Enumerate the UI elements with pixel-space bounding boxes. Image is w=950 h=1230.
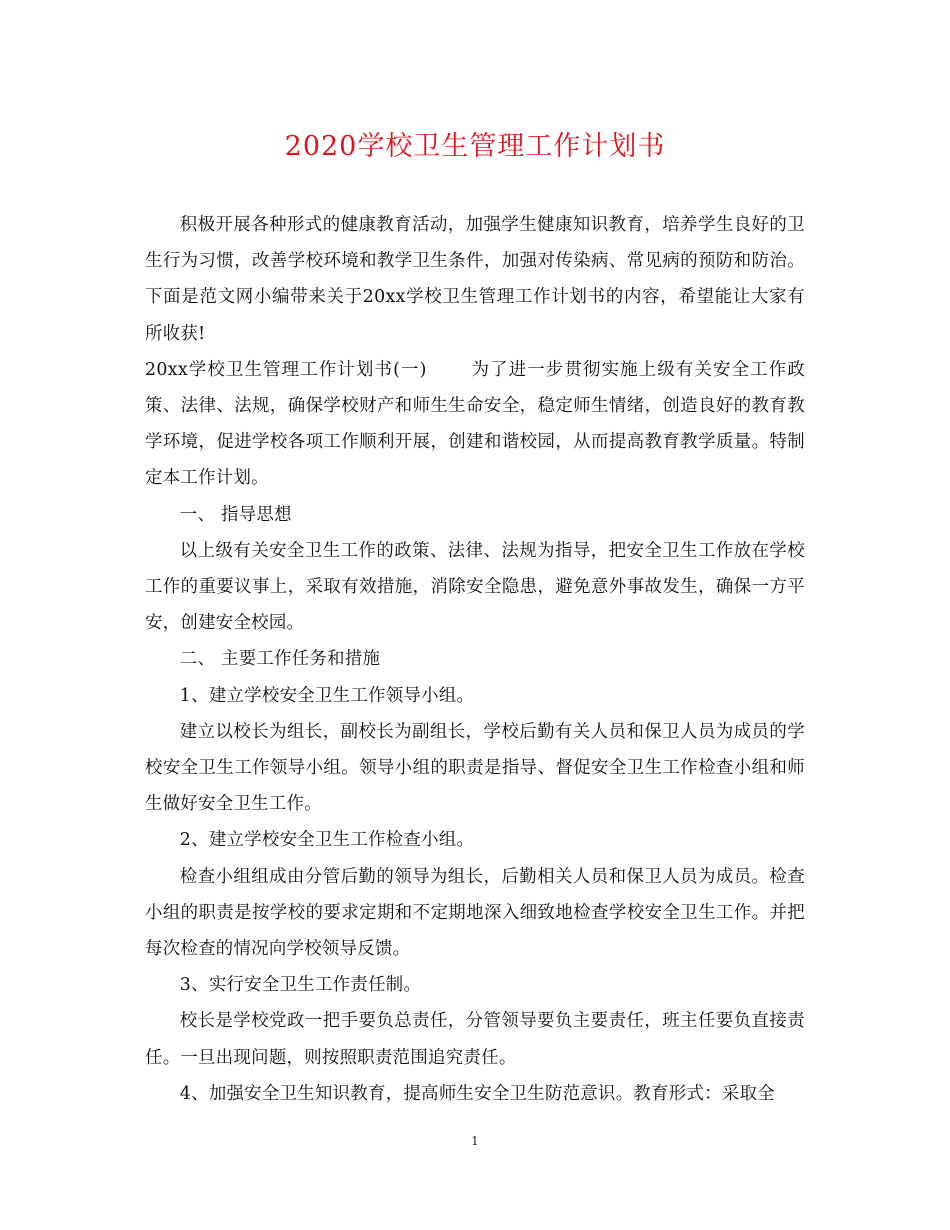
section1-paragraph: 以上级有关安全卫生工作的政策、法律、法规为指导，把安全卫生工作放在学校工作的重要议事上，采取有效措施，消除安全隐患，避免意外事故发生，确保一方平安，创建安全校园。 [145,540,805,634]
section1-heading: 一、 指导思想 [179,504,292,525]
document-body [145,207,805,1112]
item3-paragraph: 校长是学校党政一把手要负总责任，分管领导要负主要责任，班主任要负直接责任。一旦出现问题，则按照职责范围追究责任。 [145,1011,805,1068]
item3-heading: 3、实行安全卫生工作责任制。 [179,975,422,996]
item1-paragraph: 建立以校长为组长，副校长为副组长，学校后勤有关人员和保卫人员为成员的学校安全卫生工作领导小组。领导小组的职责是指导、督促安全卫生工作检查小组和师生做好安全卫生工作。 [145,721,805,815]
page-number: 1 [471,1134,479,1148]
item2-paragraph: 检查小组组成由分管后勤的领导为组长，后勤相关人员和保卫人员为成员。检查小组的职责是按学校的要求定期和不定期地深入细致地检查学校安全卫生工作。并把每次检查的情况向学校领导反馈。 [145,866,805,960]
plan1-heading: 20xx学校卫生管理工作计划书(一) [145,359,427,380]
document-title: 2020学校卫生管理工作计划书 [284,131,666,162]
intro-paragraph: 积极开展各种形式的健康教育活动，加强学生健康知识教育，培养学生良好的卫生行为习惯，改善学校环境和教学卫生条件，加强对传染病、常见病的预防和防治。下面是范文网小编带来关于20xx学校卫生管理工作计划书的内容，希望能让大家有所收获! [145,215,805,344]
item2-heading: 2、建立学校安全卫生工作检查小组。 [179,830,475,851]
plan1-text: 为了进一步贯彻实施上级有关安全工作政策、法律、法规，确保学校财产和师生生命安全，稳定师生情绪，创造良好的教育教学环境，促进学校各项工作顺利开展，创建和谐校园，从而提高教育教学质量。特制定本工作计划。 [145,359,806,489]
plan1-paragraph [145,352,805,497]
section2-heading: 二、 主要工作任务和措施 [179,649,381,670]
item4-paragraph: 4、加强安全卫生知识教育，提高师生安全卫生防范意识。教育形式：采取全 [179,1083,775,1104]
item1-heading: 1、建立学校安全卫生工作领导小组。 [179,685,475,706]
